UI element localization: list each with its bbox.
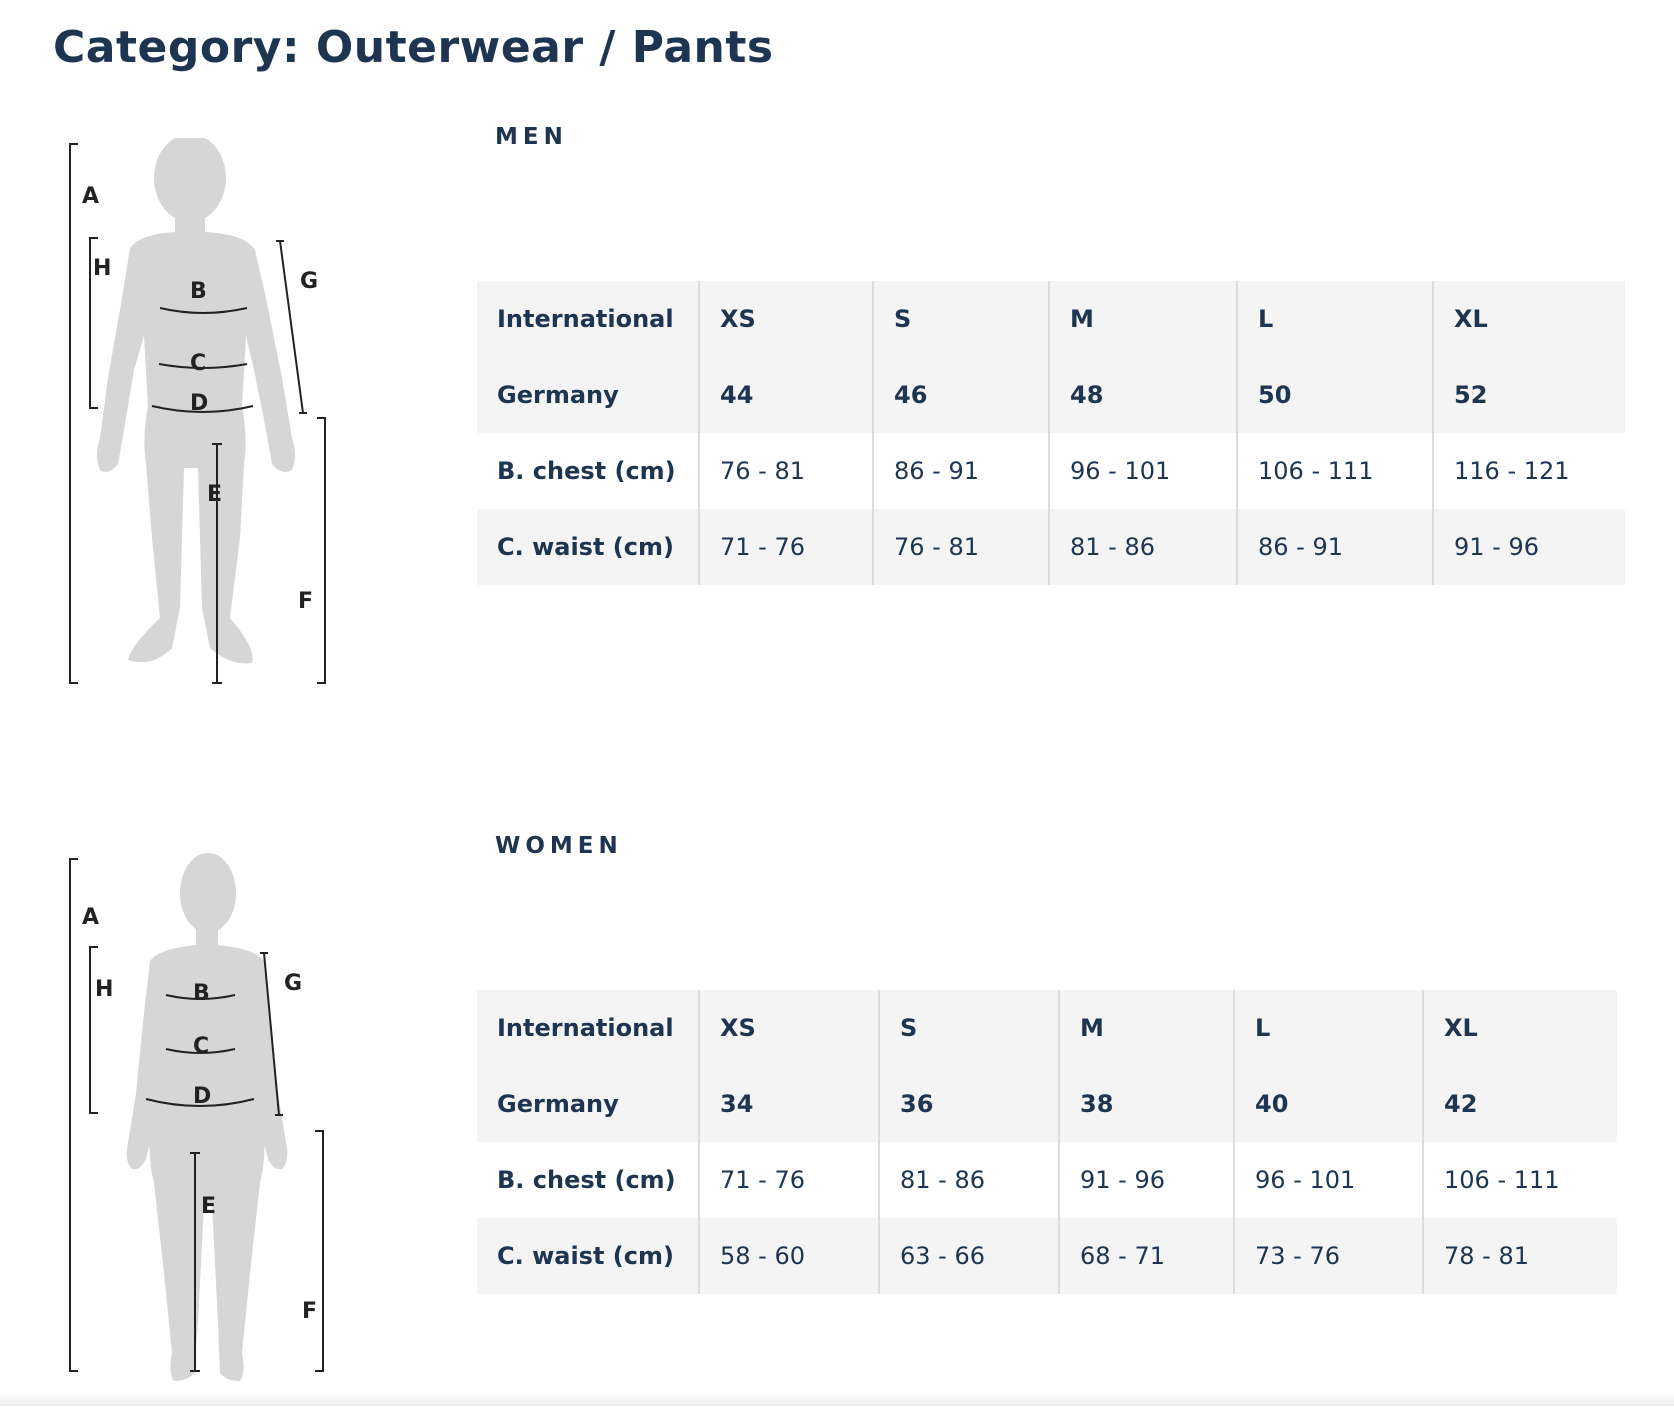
table-cell: 40 (1234, 1066, 1423, 1142)
table-cell: 34 (699, 1066, 879, 1142)
table-cell: 86 - 91 (873, 433, 1049, 509)
table-cell: 81 - 86 (1049, 509, 1237, 585)
row-label: B. chest (cm) (477, 1142, 699, 1218)
men-letter-e: E (207, 482, 223, 507)
women-letter-c: C (193, 1034, 210, 1059)
table-cell: 81 - 86 (879, 1142, 1059, 1218)
women-size-table (477, 990, 1617, 1294)
women-letter-d: D (193, 1084, 212, 1109)
men-letter-c: C (190, 351, 207, 376)
table-cell: 38 (1059, 1066, 1234, 1142)
table-row (477, 1066, 1617, 1142)
table-cell: S (873, 281, 1049, 357)
page-title: Category: Outerwear / Pants (53, 22, 774, 73)
men-measurement-figure (60, 138, 360, 708)
table-cell: 76 - 81 (699, 433, 873, 509)
table-cell: 76 - 81 (873, 509, 1049, 585)
men-letter-g: G (300, 269, 319, 294)
row-label: Germany (477, 1066, 699, 1142)
women-letter-f: F (302, 1299, 318, 1324)
table-cell: 96 - 101 (1049, 433, 1237, 509)
men-section-label: MEN (495, 124, 568, 150)
table-row (477, 509, 1625, 585)
table-cell: 78 - 81 (1423, 1218, 1617, 1294)
women-letter-e: E (201, 1194, 217, 1219)
table-cell: 86 - 91 (1237, 509, 1433, 585)
table-cell: 71 - 76 (699, 509, 873, 585)
table-cell: S (879, 990, 1059, 1066)
men-body-silhouette (60, 138, 360, 708)
women-silhouette-shape (127, 853, 288, 1381)
table-cell: 36 (879, 1066, 1059, 1142)
row-label: International (477, 990, 699, 1066)
table-cell: 116 - 121 (1433, 433, 1625, 509)
men-letter-f: F (298, 589, 314, 614)
table-cell: M (1059, 990, 1234, 1066)
table-row (477, 281, 1625, 357)
table-cell: 91 - 96 (1059, 1142, 1234, 1218)
table-cell: 106 - 111 (1423, 1142, 1617, 1218)
men-letter-h: H (93, 256, 112, 281)
row-label: C. waist (cm) (477, 509, 699, 585)
table-cell: 63 - 66 (879, 1218, 1059, 1294)
row-label: C. waist (cm) (477, 1218, 699, 1294)
table-cell: L (1234, 990, 1423, 1066)
table-cell: M (1049, 281, 1237, 357)
men-letter-b: B (190, 279, 207, 304)
table-cell: 52 (1433, 357, 1625, 433)
table-cell: 44 (699, 357, 873, 433)
table-row (477, 990, 1617, 1066)
table-row (477, 1218, 1617, 1294)
table-cell: 73 - 76 (1234, 1218, 1423, 1294)
table-cell: 106 - 111 (1237, 433, 1433, 509)
table-cell: 46 (873, 357, 1049, 433)
women-measurement-figure (60, 853, 360, 1413)
men-letter-a: A (82, 184, 100, 209)
table-cell: 91 - 96 (1433, 509, 1625, 585)
table-row (477, 433, 1625, 509)
table-cell: 71 - 76 (699, 1142, 879, 1218)
men-size-table (477, 281, 1625, 585)
table-cell: XL (1433, 281, 1625, 357)
table-cell: 58 - 60 (699, 1218, 879, 1294)
table-cell: 68 - 71 (1059, 1218, 1234, 1294)
table-cell: 48 (1049, 357, 1237, 433)
men-letter-d: D (190, 391, 209, 416)
row-label: International (477, 281, 699, 357)
women-letter-a: A (82, 905, 100, 930)
table-cell: XS (699, 990, 879, 1066)
table-row (477, 357, 1625, 433)
women-section-label: WOMEN (495, 833, 623, 859)
bottom-scroll-shadow (0, 1392, 1674, 1406)
table-cell: 96 - 101 (1234, 1142, 1423, 1218)
women-letter-h: H (95, 977, 114, 1002)
women-letter-g: G (284, 971, 303, 996)
table-row (477, 1142, 1617, 1218)
table-cell: 50 (1237, 357, 1433, 433)
table-cell: L (1237, 281, 1433, 357)
row-label: Germany (477, 357, 699, 433)
table-cell: 42 (1423, 1066, 1617, 1142)
table-cell: XS (699, 281, 873, 357)
women-body-silhouette (60, 853, 360, 1413)
table-cell: XL (1423, 990, 1617, 1066)
women-letter-b: B (193, 981, 210, 1006)
row-label: B. chest (cm) (477, 433, 699, 509)
